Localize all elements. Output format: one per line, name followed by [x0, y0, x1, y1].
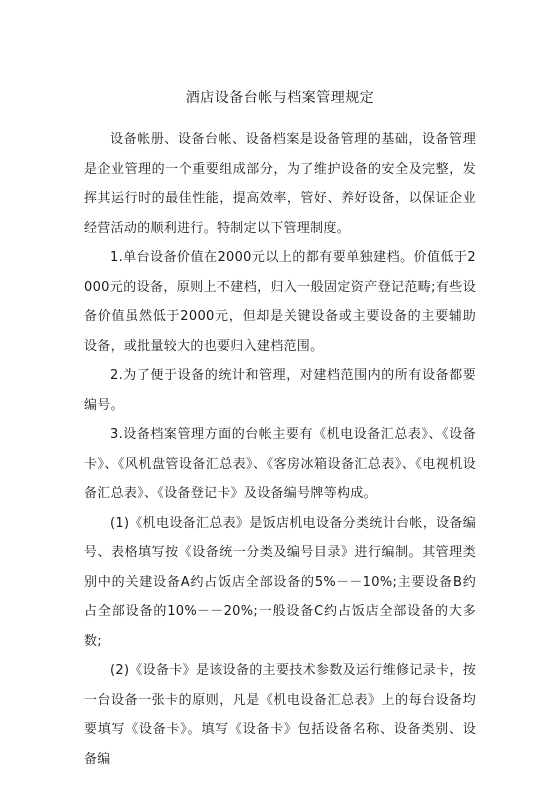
paragraph-intro: 设备帐册、设备台帐、设备档案是设备管理的基础，设备管理是企业管理的一个重要组成部分，为了维护设备的安全及完整，发挥其运行时的最佳性能，提高效率，管好、养好设备，以保证企业经营活动的顺利进行。特制定以下管理制度。 [84, 132, 476, 236]
paragraph-item-3: 3.设备档案管理方面的台帐主要有《机电设备汇总表》、《设备卡》、《风机盘管设备汇总表》、《客房冰箱设备汇总表》、《电视机设备汇总表》、《设备登记卡》及设备编号牌等构成。 [84, 427, 476, 501]
paragraph-item-1: 1.单台设备价值在2000元以上的都有要单独建档。价值低于2000元的设备，原则上不建档，归入一般固定资产登记范畴;有些设备价值虽然低于2000元，但却是关键设备或主要设备的主要辅助设备，或批量较大的也要归入建档范围。 [84, 250, 476, 354]
paragraph-item-3-2: (2)《设备卡》是该设备的主要技术参数及运行维修记录卡，按一台设备一张卡的原则，凡是《机电设备汇总表》上的每台设备均要填写《设备卡》。填写《设备卡》包括设备名称、设备类别、设备编 [84, 663, 476, 767]
document-body [84, 125, 476, 774]
document-title: 酒店设备台帐与档案管理规定 [185, 90, 375, 106]
paragraph-item-2: 2.为了便于设备的统计和管理，对建档范围内的所有设备都要编号。 [84, 368, 476, 413]
paragraph-item-3-1: (1)《机电设备汇总表》是饭店机电设备分类统计台帐，设备编号、表格填写按《设备统一分类及编号目录》进行编制。其管理类别中的关建设备A约占饭店全部设备的5%－－10%;主要设备B约占全部设备的10%－－20%;一般设备C约占饭店全部设备的大多数; [84, 515, 476, 649]
